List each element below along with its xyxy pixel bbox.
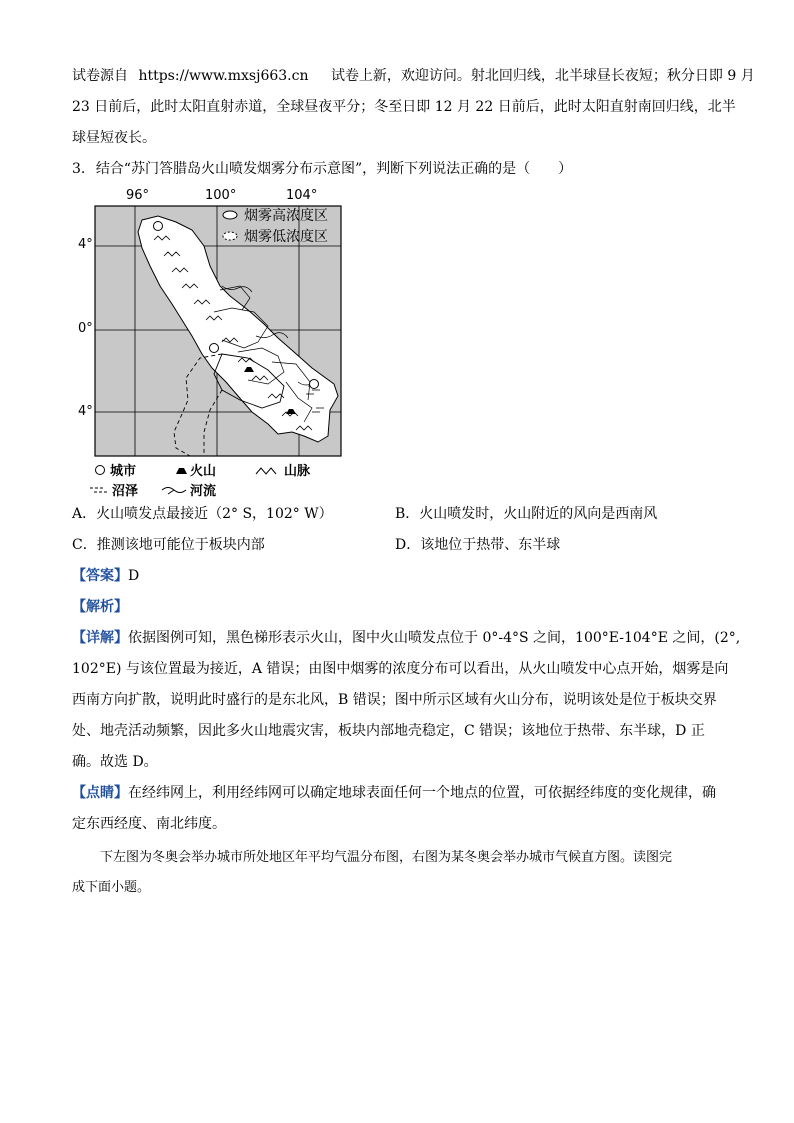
lat-label-0: 0° [78, 321, 93, 336]
legend-city-symbol [96, 466, 105, 475]
legend-high-label: 烟雾高浓度区 [244, 208, 328, 224]
prev-answer-line-1 [72, 66, 755, 86]
tip-label: 【点睛】 [72, 785, 128, 801]
detail-text-1: 依据图例可知，黑色梯形表示火山，图中火山喷发点位于 0°-4°S 之间，100°E-104°E 之间，(2°, [128, 630, 741, 646]
lon-label-100: 100° [205, 188, 237, 203]
lat-label-4n: 4° [78, 237, 93, 252]
answer-label: 【答案】 [72, 568, 128, 584]
source-url[interactable]: https://www.mxsj663.cn [138, 68, 309, 84]
legend-volcano-label: 火山 [190, 464, 217, 479]
analysis-heading [72, 597, 128, 617]
answer-line [72, 566, 139, 586]
tip-line-2: 定东西经度、南北纬度。 [72, 816, 226, 832]
lon-label-96: 96° [126, 188, 150, 203]
legend-low-symbol [223, 232, 237, 240]
prev-answer-line-2: 23 日前后，此时太阳直射赤道，全球昼夜平分；冬至日即 12 月 22 日前后，此时太阳直射南回归线，北半 [72, 99, 736, 115]
legend-river-symbol [162, 488, 186, 495]
answer-value: D [128, 568, 140, 584]
tip-text-1: 在经纬网上，利用经纬网可以确定地球表面任何一个地点的位置，可依据经纬度的变化规律，确 [128, 785, 716, 801]
option-a[interactable]: A．火山喷发点最接近（2° S，102° W） [72, 506, 333, 522]
detail-line-4: 处、地壳活动频繁，因此多火山地震灾害，板块内部地壳稳定，C 错误；该地位于热带、东半球，D 正 [72, 723, 705, 739]
source-label: 试卷源自 [72, 68, 128, 84]
question-stem [72, 159, 572, 179]
detail-label: 【详解】 [72, 630, 128, 646]
legend-low-label: 烟雾低浓度区 [244, 229, 328, 245]
legend-volcano-symbol [176, 468, 187, 474]
legend-swamp-label: 沼泽 [112, 484, 139, 499]
option-d[interactable]: D．该地位于热带、东半球 [395, 537, 561, 553]
prev-answer-line-3: 球昼短夜长。 [72, 130, 156, 146]
map-legend-bottom [90, 463, 311, 499]
lat-label-4s: 4° [78, 404, 93, 419]
legend-mountain-symbol [256, 468, 276, 474]
option-b[interactable]: B．火山喷发时，火山附近的风向是西南风 [395, 506, 658, 522]
detail-line-5: 确。故选 D。 [72, 754, 158, 770]
detail-line-3: 西南方向扩散，说明此时盛行的是东北风，B 错误；图中所示区域有火山分布，说明该处是位于板块交界 [72, 692, 717, 708]
option-c[interactable]: C．推测该地可能位于板块内部 [72, 537, 265, 553]
analysis-label: 【解析】 [72, 599, 128, 615]
lon-label-104: 104° [286, 188, 318, 203]
tip-line-1 [72, 783, 716, 803]
legend-swamp-symbol [90, 488, 108, 492]
detail-line-1 [72, 628, 740, 648]
next-intro-line-1: 下左图为冬奥会举办城市所处地区年平均气温分布图，右图为某冬奥会举办城市气候直方图。读图完 [100, 850, 673, 865]
legend-high-symbol [223, 211, 237, 219]
legend-city-label: 城市 [110, 464, 137, 479]
legend-mountain-label: 山脉 [284, 464, 311, 479]
city-marker [310, 380, 319, 389]
city-marker [210, 344, 219, 353]
city-marker [154, 222, 163, 231]
sumatra-volcano-map [72, 186, 372, 502]
next-intro-line-2: 成下面小题。 [72, 880, 151, 895]
prev-answer-text: 试卷上新，欢迎访问。射北回归线，北半球昼长夜短；秋分日即 9 月 [330, 68, 755, 84]
question-number: 3. [72, 161, 86, 177]
detail-line-2: 102°E) 与该位置最为接近，A 错误；由图中烟雾的浓度分布可以看出，从火山喷发中心点开始，烟雾是向 [72, 661, 729, 677]
question-text: 结合“苏门答腊岛火山喷发烟雾分布示意图”，判断下列说法正确的是（ ） [95, 161, 573, 177]
legend-river-label: 河流 [190, 484, 217, 499]
